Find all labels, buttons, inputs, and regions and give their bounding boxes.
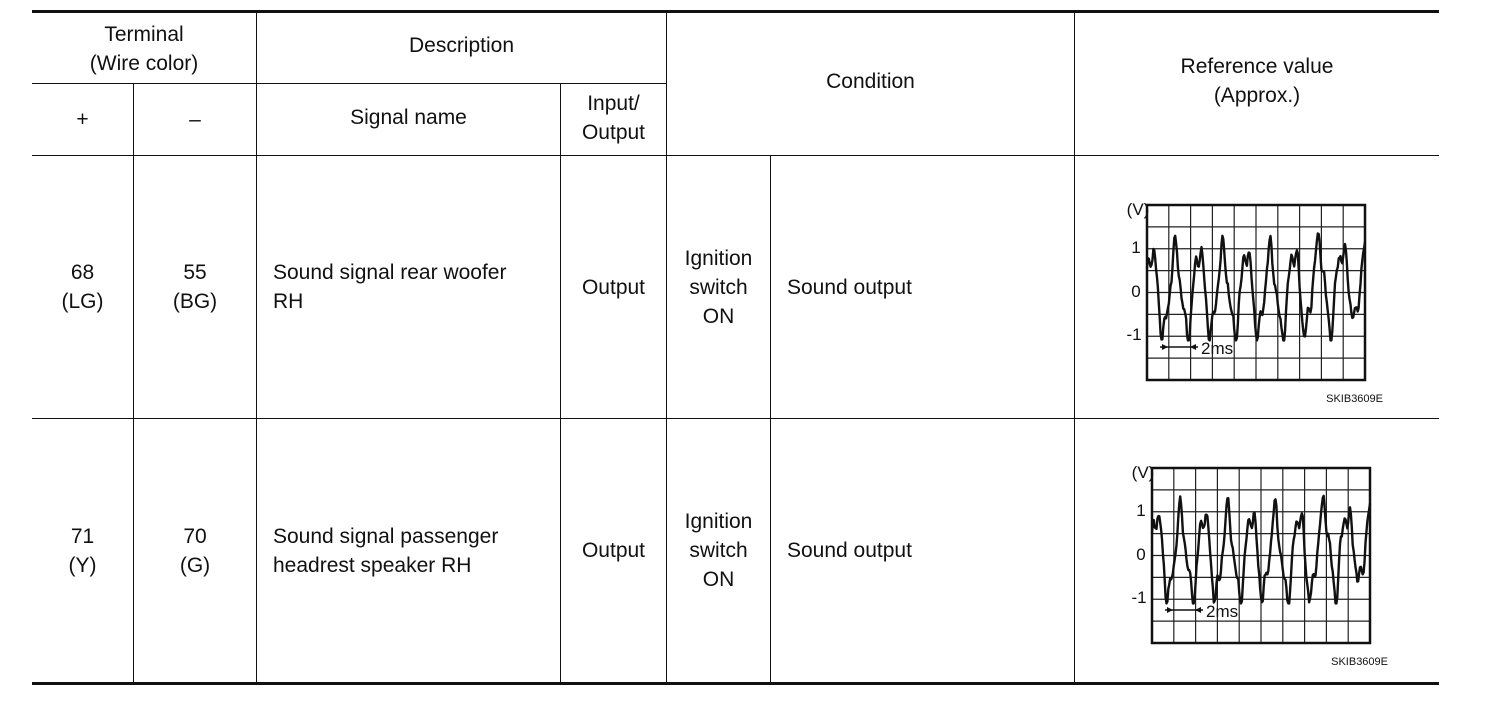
- input-output-value: Output: [581, 275, 646, 299]
- header-io-line2: Output: [581, 120, 646, 144]
- scope-figure-code: SKIB3609E: [1326, 393, 1383, 405]
- scope-tick-label: 0: [1131, 282, 1141, 301]
- header-minus-label: –: [189, 108, 201, 131]
- scope-time-marker: [1165, 607, 1203, 613]
- condition-main: [667, 419, 770, 682]
- scope-grid: [1152, 468, 1370, 643]
- signal-name: [273, 156, 558, 418]
- condition-main-line1: Ignition: [684, 246, 753, 270]
- scope-time-division-label: 2ms: [1201, 339, 1234, 358]
- condition-main-line1: Ignition: [684, 510, 753, 533]
- scope-tick-label: 1: [1131, 238, 1141, 257]
- oscilloscope-waveform: [1105, 190, 1395, 410]
- condition-main-line2: switch: [689, 539, 748, 562]
- header-terminal: [32, 14, 256, 83]
- header-signal-name: [257, 84, 560, 151]
- scope-time-division-label: 2ms: [1206, 602, 1239, 621]
- terminal-plus-number: 68: [70, 261, 95, 284]
- scope-tick-label: 0: [1136, 545, 1146, 564]
- header-io-line1: Input/: [587, 91, 640, 115]
- scope-tick-label: 1: [1136, 501, 1146, 520]
- terminal-plus: [32, 156, 133, 418]
- condition-detail-value: Sound output: [787, 275, 912, 299]
- terminal-minus: [134, 419, 256, 682]
- terminal-minus-number: 70: [183, 524, 207, 548]
- header-signal-name-label: Signal name: [350, 106, 467, 129]
- input-output-value: Output: [581, 539, 646, 562]
- condition-main-line2: switch: [689, 275, 748, 299]
- header-condition: [667, 14, 1074, 148]
- header-minus: [134, 84, 256, 155]
- condition-main-line3: ON: [702, 568, 735, 591]
- condition-main: [667, 156, 770, 418]
- terminal-plus: [32, 419, 133, 682]
- header-description-label: Description: [408, 33, 515, 57]
- signal-name: [273, 419, 558, 682]
- signal-name-line1: Sound signal passenger: [273, 524, 499, 548]
- header-reference-value: [1075, 14, 1439, 148]
- scope-time-marker: [1160, 344, 1198, 350]
- input-output: [561, 419, 666, 682]
- scope-tick-label: -1: [1131, 588, 1147, 607]
- terminal-minus-color: (BG): [172, 290, 218, 313]
- table-top-rule: [32, 10, 1439, 13]
- header-reference-line2: (Approx.): [1213, 84, 1301, 107]
- scope-figure-code: SKIB3609E: [1331, 656, 1388, 668]
- scope-tick-label: -1: [1126, 325, 1142, 344]
- header-reference-line1: Reference value: [1180, 55, 1334, 78]
- scope-unit-label: (V): [1126, 200, 1150, 219]
- signal-name-line2: RH: [273, 290, 304, 313]
- header-terminal-line1: Terminal: [104, 22, 184, 46]
- terminal-plus-color: (Y): [68, 553, 97, 577]
- signal-name-line2: headrest speaker RH: [273, 553, 472, 577]
- input-output: [561, 156, 666, 418]
- condition-detail-value: Sound output: [787, 539, 912, 562]
- condition-main-line3: ON: [702, 304, 735, 328]
- header-terminal-line2: (Wire color): [89, 51, 199, 75]
- header-input-output: [561, 84, 666, 151]
- scope-unit-label: (V): [1131, 463, 1155, 482]
- signal-name-line1: Sound signal rear woofer: [273, 261, 507, 284]
- table-bottom-rule: [32, 682, 1439, 685]
- terminal-plus-color: (LG): [61, 290, 104, 313]
- header-condition-label: Condition: [826, 69, 915, 93]
- col-divider-condition-inner: [770, 156, 771, 682]
- terminal-minus-color: (G): [179, 553, 211, 577]
- terminal-minus-number: 55: [183, 261, 207, 284]
- condition-detail: [787, 419, 1072, 682]
- header-description: [257, 14, 666, 76]
- scope-grid: [1147, 205, 1365, 380]
- terminal-minus: [134, 156, 256, 418]
- header-plus-label: +: [76, 108, 89, 131]
- header-plus: [32, 84, 133, 155]
- condition-detail: [787, 156, 1072, 418]
- oscilloscope-waveform: [1110, 453, 1400, 673]
- terminal-plus-number: 71: [70, 524, 95, 548]
